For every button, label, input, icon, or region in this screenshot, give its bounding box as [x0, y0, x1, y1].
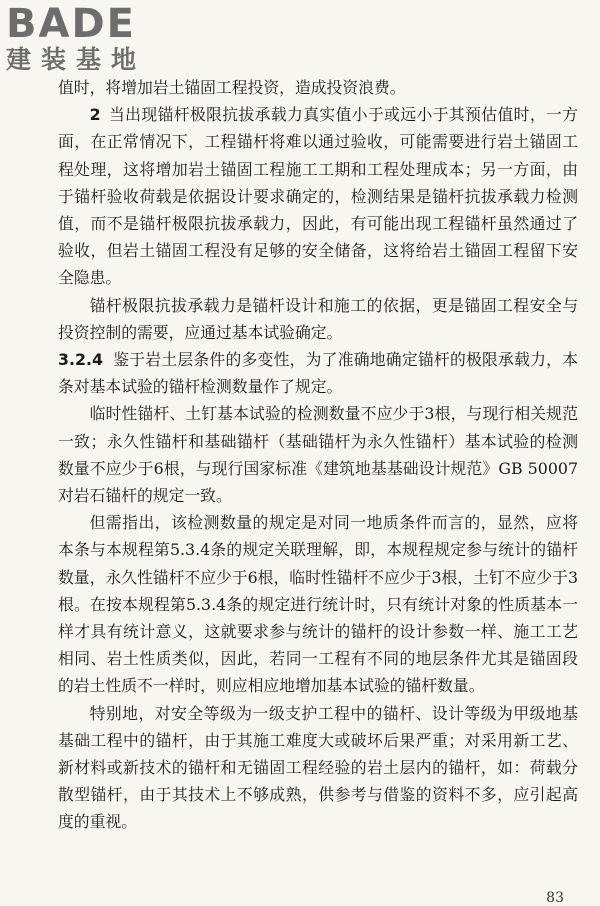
paragraph-special: 特别地，对安全等级为一级支护工程中的锚杆、设计等级为甲级地基基础工程中的锚杆，由于其施工难度大或破坏后果严重；对采用新工艺、新材料或新技术的锚杆和无锚固工程经验的岩土层内的锚杆，如：荷载分散型锚杆，由于其技术上不够成熟，供参考与借鉴的资料不多，应引起高度的重视。 [58, 703, 578, 832]
paragraph-text: 鉴于岩土层条件的多变性，为了准确地确定锚杆的极限承载力，本条对基本试验的锚杆检测数量作了规定。 [58, 350, 578, 397]
item-number: 2 [89, 105, 101, 125]
document-page [58, 74, 578, 836]
paragraph-test-quantity: 临时性锚杆、土钉基本试验的检测数量不应少于3根，与现行相关规范一致；永久性锚杆和基础锚杆（基础锚杆为永久性锚杆）基本试验的检测数量不应少于6根，与现行国家标准《建筑地基基础设计规范》GB 50007 对岩石锚杆的规定一致。 [58, 404, 578, 506]
watermark-brand: BADE [6, 1, 136, 47]
section-3-2-4 [58, 346, 578, 400]
paragraph-item-2 [58, 101, 578, 291]
paragraph-note: 但需指出，该检测数量的规定是对同一地质条件而言的，显然，应将本条与本规程第5.3.4条的规定关联理解，即，本规程规定参与统计的锚杆数量，永久性锚杆不应少于6根，临时性锚杆不应少于3根，土钉不应少于3根。在按本规程第5.3.4条的规定进行统计时，只有统计对象的性质基本一样才具有统计意义，这就要求参与统计的锚杆的设计参数一样、施工工艺相同、岩土性质类似，因此，若同一工程有不同的地层条件尤其是锚固段的岩土性质不一样时，则应相应地增加基本试验的锚杆数量。 [58, 513, 578, 696]
section-number: 3.2.4 [58, 350, 103, 370]
paragraph-text: 当出现锚杆极限抗拔承载力真实值小于或远小于其预估值时，一方面，在正常情况下，工程锚杆将难以通过验收，可能需要进行岩土锚固工程处理，这将增加岩土锚固工程施工工期和工程处理成本；另一方面，由于锚杆验收荷载是依据设计要求确定的，检测结果是锚杆抗拔承载力检测值，而不是锚杆极限抗拔承载力，因此，有可能出现工程锚杆虽然通过了验收，但岩土锚固工程没有足够的安全储备，这将给岩土锚固工程留下安全隐患。 [58, 105, 578, 288]
watermark-logo [6, 1, 176, 74]
page-number: 83 [546, 890, 564, 906]
paragraph-ultimate-capacity: 锚杆极限抗拔承载力是锚杆设计和施工的依据，更是锚固工程安全与投资控制的需要，应通过基本试验确定。 [58, 295, 578, 342]
paragraph-continuation: 值时，将增加岩土锚固工程投资，造成投资浪费。 [58, 78, 406, 97]
watermark-subtitle: 建装基地 [6, 45, 147, 74]
